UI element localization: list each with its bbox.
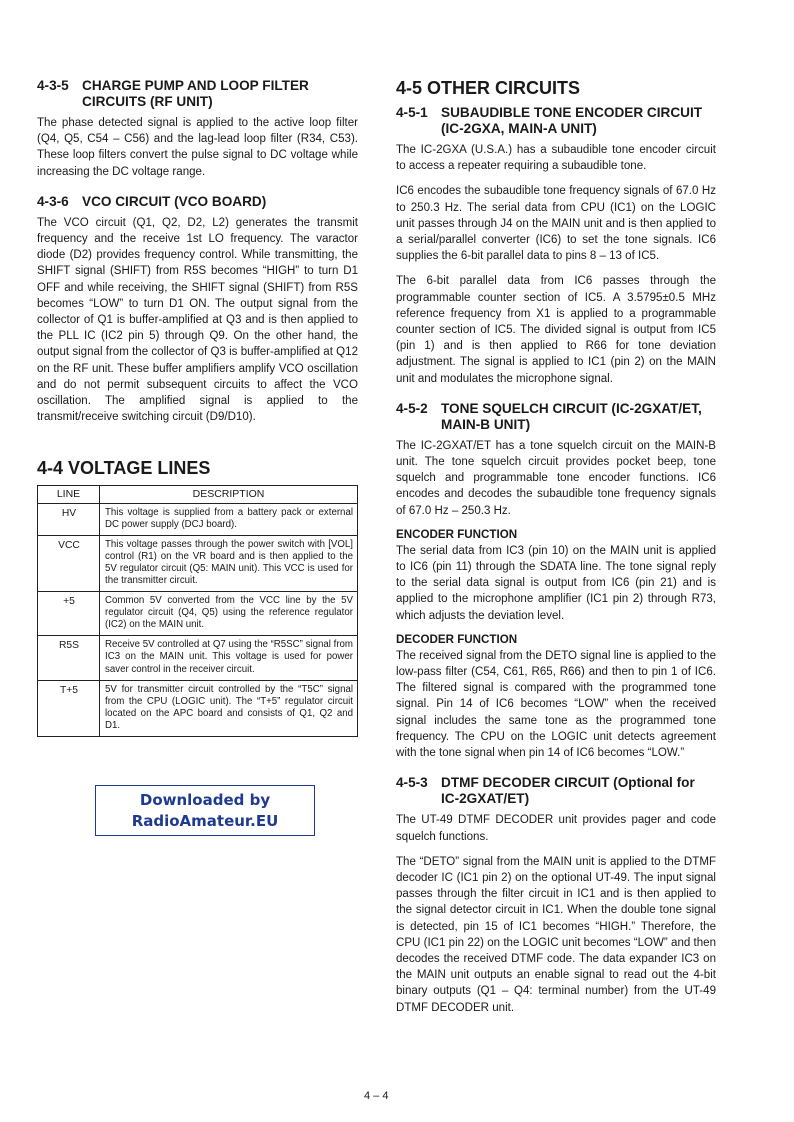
table-row <box>38 680 358 736</box>
line-cell: T+5 <box>38 680 100 736</box>
section-number: 4-5-1 <box>396 105 428 120</box>
download-banner[interactable] <box>95 785 315 836</box>
section-title: CHARGE PUMP AND LOOP FILTER CIRCUITS (RF UNIT) <box>82 78 309 109</box>
table-row <box>38 592 358 636</box>
section-4-3-6-heading <box>37 194 358 210</box>
section-4-3-5-body: The phase detected signal is applied to the active loop filter (Q4, Q5, C54 – C56) and the lag-lead loop filter (R34, C53). These loop filters convert the pulse signal to DC voltage while increasing the DC voltage range. <box>37 117 358 178</box>
table-row <box>38 535 358 591</box>
line-cell: VCC <box>38 535 100 591</box>
description-cell: This voltage is supplied from a battery pack or external DC power supply (DCJ board). <box>100 503 358 535</box>
left-column <box>37 78 358 737</box>
section-4-3-6-body: The VCO circuit (Q1, Q2, D2, L2) generates the transmit frequency and the receive 1st LO frequency. The varactor diode (D2) provides frequency control. While transmitting, the SHIFT signal (SHIFT) from R5S becomes “HIGH” to turn D1 OFF and while receiving, the SHIFT signal (SHIFT) from R5S becomes “LOW” to turn D1 ON. The output signal from the collector of Q1 is buffer-amplified at Q3 and is then applied to the PLL IC (IC2 pin 5) through Q9. On the other hand, the output signal from the collector of Q3 is buffer-amplified at Q12 on the RF unit. These buffer amplifiers amplify VCO oscillation and do not permit subsequent circuits to affect the VCO oscillation. The amplified signal is applied to the transmit/receive switching circuit (D9/D10). <box>37 216 358 424</box>
page-number: 4 – 4 <box>364 1090 389 1102</box>
description-cell: Receive 5V controlled at Q7 using the “R5SC” signal from IC3 on the MAIN unit. This voltage is used for power saver control in the receiver circuit. <box>100 636 358 680</box>
encoder-function-body: The serial data from IC3 (pin 10) on the MAIN unit is applied to IC6 (pin 11) through the SDATA line. The tone signal reply to the serial data signal is output from IC6 (pin 21) and is applied to the microphone amplifier (IC1 pin 2) through R73, which adjusts the deviation level. <box>396 544 716 622</box>
section-4-5-2-heading <box>396 401 716 433</box>
section-4-4-heading: 4-4 VOLTAGE LINES <box>37 458 211 479</box>
description-cell: 5V for transmitter circuit controlled by the “T5C” signal from the CPU (LOGIC unit). The “T+5” regulator circuit located on the APC board and consists of Q1, Q2 and D1. <box>100 680 358 736</box>
download-banner-link[interactable]: RadioAmateur.EU <box>131 812 279 830</box>
column-header-description: DESCRIPTION <box>100 486 358 503</box>
section-4-5-3-para: The “DETO” signal from the MAIN unit is applied to the DTMF decoder IC (IC1 pin 2) on the optional UT-49. The input signal passes through the filter circuit in IC1 and is then applied to the signal detector circuit in IC1. When the double tone signal is detected, pin 15 of IC1 becomes “HIGH.” Therefore, the CPU (IC1 pin 22) on the LOGIC unit becomes “LOW” and then decodes the received DTMF code. The data expander IC3 on the MAIN unit outputs an enable signal to read out the 4-bit binary outputs (Q1 – Q4: terminal number) from the UT-49 DTMF DECODER unit. <box>396 855 716 1014</box>
decoder-function-heading: DECODER FUNCTION <box>396 632 518 646</box>
section-4-5-1-para: The 6-bit parallel data from IC6 passes through the programmable counter section of IC5. A 3.5795±0.5 MHz reference frequency from X1 is applied to a programmable counter section of IC5. The divided signal is output from IC5 (pin 1) and is then applied to R66 for tone deviation adjustment. The signal is applied to IC1 (pin 2) on the MAIN unit and modulates the microphone signal. <box>396 275 716 385</box>
section-4-5-1-heading <box>396 105 716 137</box>
section-4-3-5-heading <box>37 78 358 110</box>
decoder-function-body: The received signal from the DETO signal line is applied to the low-pass filter (C54, C61, R65, R66) and then to pin 1 of IC6. The filtered signal is compared with the programmed tone signal. Pin 14 of IC6 becomes “LOW” when the received signal includes the same tone as the programmed tone frequency. The CPU on the LOGIC unit detects agreement with the tone signal when pin 14 of IC6 becomes “LOW.” <box>396 649 716 760</box>
download-banner-line1: Downloaded by <box>139 791 271 809</box>
section-title: VCO CIRCUIT (VCO BOARD) <box>82 193 267 209</box>
description-cell: This voltage passes through the power switch with [VOL] control (R1) on the VR board and is then applied to the 5V regulator circuit (Q5: MAIN unit). This VCC is used for the transmitter circuit. <box>100 535 358 591</box>
line-cell: +5 <box>38 592 100 636</box>
description-cell: Common 5V converted from the VCC line by the 5V regulator circuit (Q4, Q5) using the reference regulator (IC2) on the MAIN unit. <box>100 592 358 636</box>
section-number: 4-3-6 <box>37 193 69 209</box>
section-title: SUBAUDIBLE TONE ENCODER CIRCUIT (IC-2GXA, MAIN-A UNIT) <box>441 105 703 136</box>
column-header-line: LINE <box>38 486 100 503</box>
section-4-5-1-para: IC6 encodes the subaudible tone frequency signals of 67.0 Hz to 250.3 Hz. The serial data from CPU (IC1) on the LOGIC unit passes through J4 on the MAIN unit and is then applied to a serial/parallel converter (IC6) to set the tone signals. IC6 supplies the 6-bit parallel data to pins 8 – 13 of IC5. <box>396 185 716 263</box>
table-header-row <box>38 486 358 503</box>
section-4-5-3-heading <box>396 775 716 807</box>
section-4-5-1-para: The IC-2GXA (U.S.A.) has a subaudible tone encoder circuit to access a repeater requiring a subaudible tone. <box>396 144 716 173</box>
section-number: 4-3-5 <box>37 78 69 93</box>
line-cell: R5S <box>38 636 100 680</box>
voltage-lines-table <box>37 485 358 737</box>
table-row <box>38 503 358 535</box>
section-4-5-2-para: The IC-2GXAT/ET has a tone squelch circuit on the MAIN-B unit. The tone squelch circuit provides pocket beep, tone squelch and programmable tone encoder functions. IC6 encodes and decodes the subaudible tone frequency signals of 67.0 Hz – 250.3 Hz. <box>396 439 716 517</box>
section-title: DTMF DECODER CIRCUIT (Optional for IC-2GXAT/ET) <box>441 775 695 807</box>
section-number: 4-5-3 <box>396 775 428 791</box>
right-column <box>396 78 716 1016</box>
encoder-function-heading: ENCODER FUNCTION <box>396 527 518 541</box>
line-cell: HV <box>38 503 100 535</box>
table-row <box>38 636 358 680</box>
section-number: 4-5-2 <box>396 400 428 416</box>
section-title: TONE SQUELCH CIRCUIT (IC-2GXAT/ET, MAIN-B UNIT) <box>441 400 702 432</box>
section-4-5-heading: 4-5 OTHER CIRCUITS <box>396 78 581 98</box>
section-4-5-3-para: The UT-49 DTMF DECODER unit provides pager and code squelch functions. <box>396 814 716 843</box>
